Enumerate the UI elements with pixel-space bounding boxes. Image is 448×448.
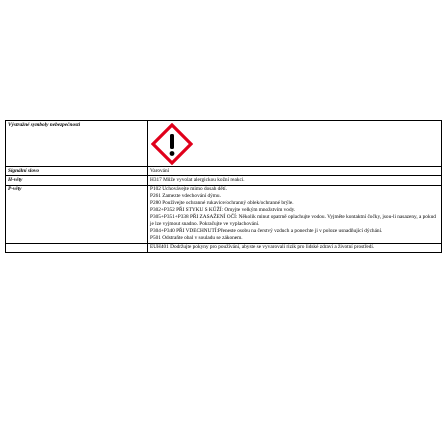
- hazard-table: [5, 120, 442, 253]
- p-statement: P305+P351+P338 PŘI ZASAŽENÍ OČÍ: Několik minut opatrně oplachujte vodou. Vyjměte kontaktní čočky, jsou-li nasazeny, a pokud je lze vyjmout snadno. Pokračujte ve vyplachování.: [150, 214, 436, 228]
- p-label: P-věty: [6, 185, 148, 243]
- euh-row: [6, 243, 442, 252]
- exclamation-mark-diamond-icon: [151, 123, 193, 165]
- symbols-label: Výstražné symboly nebezpečnosti: [6, 121, 148, 167]
- p-statement: P304+P340 PŘI VDECHNUTÍ:Přeneste osobu na čerstvý vzduch a ponechte ji v poloze usnadňující dýchání.: [150, 228, 383, 235]
- signal-word-row: [6, 167, 442, 176]
- p-statement: P302+P352 PŘI STYKU S KŮŽÍ: Omyjte velkým množstvím vody.: [150, 207, 296, 214]
- pictogram-cell: [148, 121, 442, 167]
- euh-label-empty: [6, 243, 148, 252]
- euh-statement: EUH401 Dodržujte pokyny pro používání, abyste se vyvarovali rizik pro lidské zdraví a životní prostředí.: [148, 243, 442, 252]
- h-statements-row: [6, 176, 442, 185]
- h-statement: H317 Může vyvolat alergickou kožní reakci.: [148, 176, 442, 185]
- pictogram-row: [6, 121, 442, 167]
- p-statement: P102 Uchovávejte mimo dosah dětí.: [150, 186, 227, 193]
- signal-word: Varování: [148, 167, 442, 176]
- signal-label: Signální slovo: [6, 167, 148, 176]
- p-statement: P501 Odstraňte obal v souladu se zákonem.: [150, 235, 243, 242]
- p-statements-cell: [148, 185, 442, 243]
- p-statement: P280 Používejte ochranné rukavice/ochranný oblek/ochranné brýle.: [150, 200, 294, 207]
- p-statement: P261 Zamezte vdechování dýmu.: [150, 193, 221, 200]
- p-statements-row: [6, 185, 442, 243]
- h-label: H-věty: [6, 176, 148, 185]
